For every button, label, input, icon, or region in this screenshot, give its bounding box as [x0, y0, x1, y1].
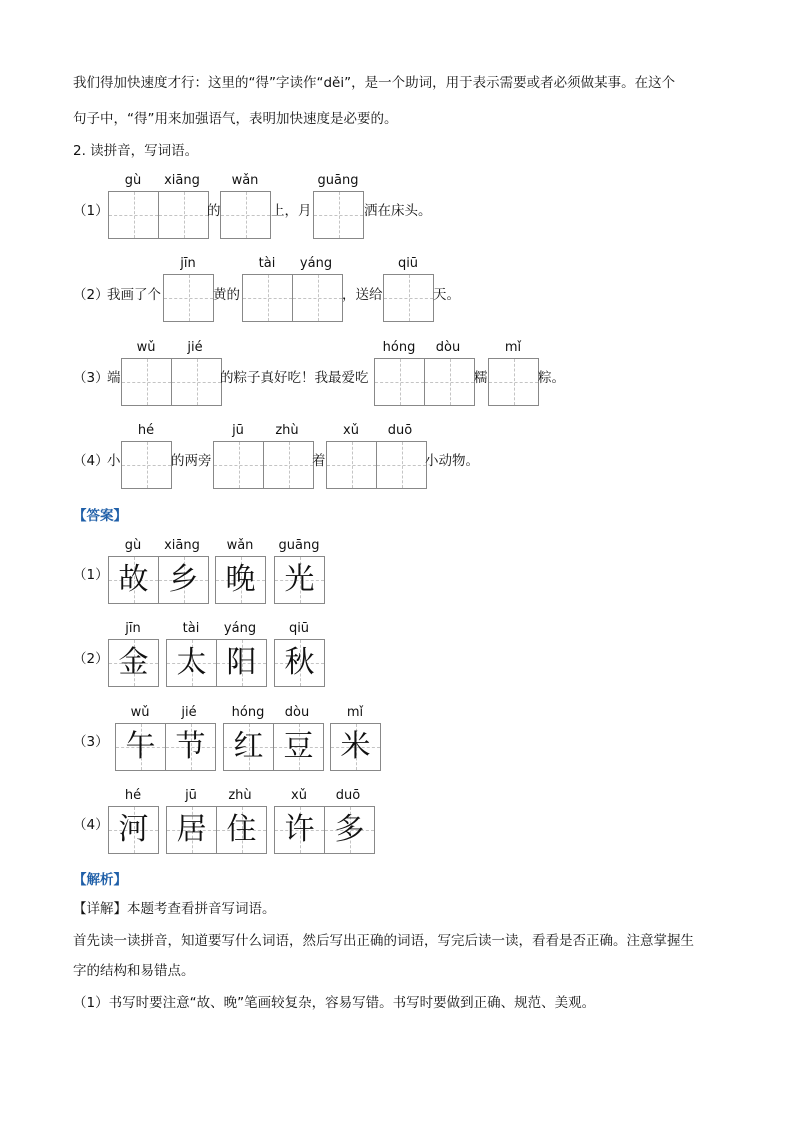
- answer-char: 晚: [225, 562, 256, 597]
- sentence-text: 的两旁: [171, 453, 212, 469]
- intro-line-2: 句子中，“得”用来加强语气，表明加快速度是必要的。: [73, 111, 398, 127]
- answer-char: 故: [118, 562, 149, 597]
- answer-heading: 【答案】: [73, 508, 127, 524]
- question-title: 2. 读拼音，写词语。: [73, 143, 199, 159]
- answer-char: 秋: [284, 645, 315, 680]
- pinyin: hóng: [382, 340, 416, 355]
- pinyin: jīn: [125, 621, 141, 636]
- item-label: （2）: [73, 651, 109, 667]
- writing-box-group[interactable]: [213, 441, 314, 489]
- pinyin: jié: [181, 705, 197, 720]
- pinyin: qiū: [397, 256, 419, 271]
- sentence-text: 黄的: [213, 287, 240, 303]
- answer-box-group: [223, 723, 324, 771]
- answer-char: 太: [176, 645, 207, 680]
- answer-char: 阳: [226, 645, 257, 680]
- answer-char: 米: [340, 729, 371, 764]
- writing-box-group[interactable]: [383, 274, 434, 322]
- pinyin: duō: [335, 788, 361, 803]
- answer-box-group: [274, 806, 375, 854]
- sentence-text: 小: [107, 453, 121, 469]
- pinyin: wǔ: [130, 705, 150, 720]
- pinyin: hé: [124, 788, 142, 803]
- answer-char: 许: [284, 812, 315, 847]
- answer-char: 住: [226, 812, 257, 847]
- pinyin: wǎn: [231, 173, 259, 188]
- answer-box-group: [330, 723, 381, 771]
- sentence-text: 洒在床头。: [364, 203, 432, 219]
- writing-box-group[interactable]: [163, 274, 214, 322]
- writing-box-group[interactable]: [374, 358, 475, 406]
- pinyin: jū: [185, 788, 197, 803]
- answer-char: 河: [118, 812, 149, 847]
- pinyin: tài: [182, 621, 200, 636]
- analysis-heading: 【解析】: [73, 872, 127, 888]
- answer-box-group: [166, 806, 267, 854]
- pinyin: xiāng: [164, 173, 200, 188]
- pinyin: mǐ: [504, 340, 522, 355]
- pinyin: jié: [187, 340, 203, 355]
- pinyin: mǐ: [346, 705, 364, 720]
- pinyin: dòu: [435, 340, 461, 355]
- pinyin: jū: [232, 423, 244, 438]
- item-label: （3）: [73, 370, 109, 386]
- pinyin: duō: [387, 423, 413, 438]
- answer-box-group: [166, 639, 267, 687]
- pinyin: gù: [124, 173, 142, 188]
- pinyin: hóng: [231, 705, 265, 720]
- writing-box-group[interactable]: [242, 274, 343, 322]
- analysis-note-1: （1）书写时要注意“故、晚”笔画较复杂，容易写错。书写时要做到正确、规范、美观。: [73, 995, 596, 1011]
- answer-box-group: [108, 639, 159, 687]
- pinyin: qiū: [288, 621, 310, 636]
- sentence-text: 上，月: [271, 203, 312, 219]
- answer-box-group: [215, 556, 266, 604]
- analysis-detail: 【详解】本题考查看拼音写词语。: [73, 901, 276, 917]
- intro-line-1: 我们得加快速度才行：这里的“得”字读作“děi”，是一个助词，用于表示需要或者必须做某事。在这个: [73, 75, 676, 91]
- writing-box-group[interactable]: [313, 191, 364, 239]
- pinyin: yáng: [299, 256, 333, 271]
- writing-box-group[interactable]: [326, 441, 427, 489]
- writing-box-group[interactable]: [108, 191, 209, 239]
- answer-char: 节: [175, 729, 206, 764]
- sentence-text: 端: [107, 370, 121, 386]
- sentence-text: 的粽子真好吃！我最爱吃: [220, 370, 369, 386]
- pinyin: wǎn: [226, 538, 254, 553]
- writing-box-group[interactable]: [121, 441, 172, 489]
- pinyin: hé: [137, 423, 155, 438]
- answer-char: 豆: [283, 729, 314, 764]
- answer-char: 光: [284, 562, 315, 597]
- answer-char: 多: [334, 812, 365, 847]
- pinyin: guāng: [317, 173, 359, 188]
- answer-char: 金: [118, 645, 149, 680]
- answer-char: 居: [176, 812, 207, 847]
- item-label: （1）: [73, 203, 109, 219]
- pinyin: zhù: [275, 423, 299, 438]
- sentence-text: 我画了个: [107, 287, 161, 303]
- sentence-text: 小动物。: [425, 453, 479, 469]
- pinyin: guāng: [278, 538, 320, 553]
- pinyin: dòu: [284, 705, 310, 720]
- pinyin: xǔ: [343, 423, 359, 438]
- pinyin: xiāng: [164, 538, 200, 553]
- pinyin: xǔ: [291, 788, 307, 803]
- sentence-text: 的: [207, 203, 221, 219]
- item-label: （4）: [73, 817, 109, 833]
- answer-box-group: [108, 556, 209, 604]
- item-label: （1）: [73, 567, 109, 583]
- writing-box-group[interactable]: [488, 358, 539, 406]
- sentence-text: 天。: [433, 287, 460, 303]
- sentence-text: 糯: [474, 370, 488, 386]
- analysis-paragraph-line-1: 首先读一读拼音，知道要写什么词语，然后写出正确的词语，写完后读一读，看看是否正确。注意掌握生: [73, 933, 694, 949]
- item-label: （2）: [73, 287, 109, 303]
- pinyin: yáng: [223, 621, 257, 636]
- pinyin: zhù: [228, 788, 252, 803]
- pinyin: tài: [258, 256, 276, 271]
- answer-box-group: [274, 639, 325, 687]
- answer-box-group: [108, 806, 159, 854]
- pinyin: jīn: [180, 256, 196, 271]
- item-label: （4）: [73, 453, 109, 469]
- pinyin: wǔ: [136, 340, 156, 355]
- item-label: （3）: [73, 734, 109, 750]
- answer-box-group: [274, 556, 325, 604]
- analysis-paragraph-line-2: 字的结构和易错点。: [73, 963, 195, 979]
- sentence-text: 着: [312, 453, 326, 469]
- answer-box-group: [115, 723, 216, 771]
- pinyin: gù: [124, 538, 142, 553]
- answer-char: 乡: [168, 562, 199, 597]
- answer-char: 红: [233, 729, 264, 764]
- writing-box-group[interactable]: [220, 191, 271, 239]
- answer-char: 午: [125, 729, 156, 764]
- writing-box-group[interactable]: [121, 358, 222, 406]
- sentence-text: ，送给: [342, 287, 383, 303]
- sentence-text: 粽。: [538, 370, 565, 386]
